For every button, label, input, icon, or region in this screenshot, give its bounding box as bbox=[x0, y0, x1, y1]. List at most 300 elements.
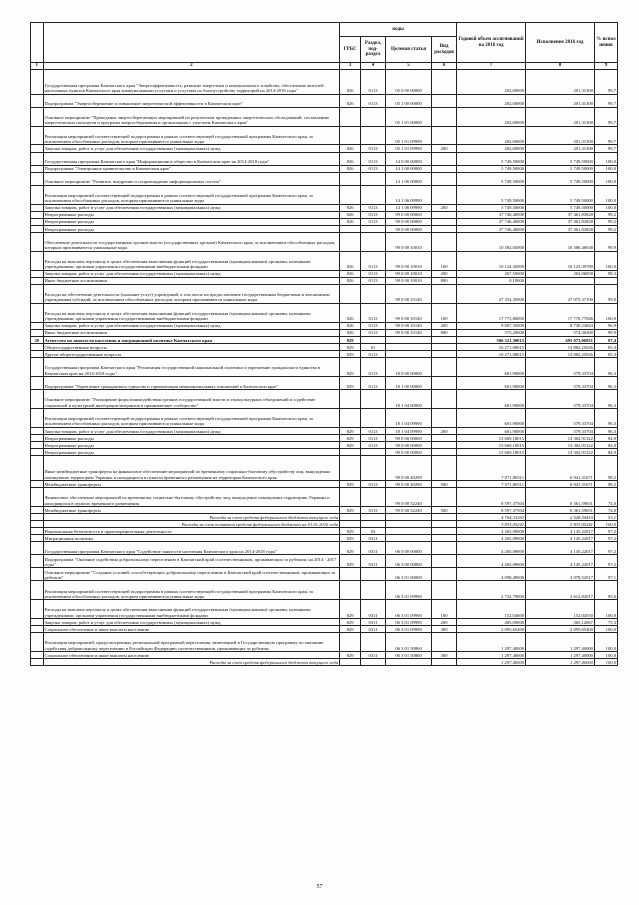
row-exec: 152,04550 bbox=[526, 600, 595, 619]
row-target-article: 06 3 01 00000 bbox=[386, 568, 432, 581]
row-number bbox=[31, 218, 44, 225]
row-percent: 95,6 bbox=[594, 581, 617, 600]
row-grbs bbox=[340, 232, 361, 251]
row-name: Основное мероприятие "Расширение форм взаимодействия органов государственной власти и этнокультурных объединений и содействие социальной и культурной интеграции мигрантов в принимающее сообщество" bbox=[43, 390, 340, 409]
table-row bbox=[31, 626, 618, 633]
row-target-article bbox=[386, 521, 432, 528]
row-number bbox=[31, 277, 44, 284]
header-row-top bbox=[31, 23, 618, 37]
row-name: Подпрограмма "Укрепление гражданского единства и гармонизация межнациональных отношений в Камчатском крае" bbox=[43, 377, 340, 390]
row-percent: 100,0 bbox=[594, 303, 617, 322]
row-exec: 17 770,77046 bbox=[526, 303, 595, 322]
row-number bbox=[31, 358, 44, 377]
row-percent: 99,2 bbox=[594, 211, 617, 218]
table-row bbox=[31, 126, 618, 145]
row-expense-type bbox=[432, 225, 457, 232]
table-row bbox=[31, 506, 618, 513]
row-number bbox=[31, 480, 44, 487]
row-exec: 365,12067 bbox=[526, 619, 595, 626]
row-grbs: 829 bbox=[340, 652, 361, 659]
row-number bbox=[31, 652, 44, 659]
row-name: Непрограммные расходы bbox=[43, 225, 340, 232]
table-row bbox=[31, 351, 618, 358]
row-number bbox=[31, 555, 44, 568]
row-razdel: 0113 bbox=[361, 303, 386, 322]
row-target-article: 06 3 01 09990 bbox=[386, 581, 432, 600]
table-row bbox=[31, 434, 618, 441]
row-razdel: 0311 bbox=[361, 555, 386, 568]
row-plan: 7 071,80511 bbox=[457, 480, 526, 487]
row-number bbox=[31, 329, 44, 336]
row-target-article: 99 0 00 40290 bbox=[386, 480, 432, 487]
row-plan: 4 764,33263 bbox=[457, 514, 526, 521]
row-number bbox=[31, 145, 44, 152]
row-plan: 506 321,30015 bbox=[457, 336, 526, 343]
row-plan: 601,90000 bbox=[457, 427, 526, 434]
row-target-article: 18 0 00 00000 bbox=[386, 358, 432, 377]
row-exec: 13 302,91322 bbox=[526, 434, 595, 441]
row-number bbox=[31, 581, 44, 600]
row-name: Подпрограмма "Электронное правительство в Камчатском крае" bbox=[43, 165, 340, 172]
row-plan: 37 746,40000 bbox=[457, 225, 526, 232]
row-percent: 98,3 bbox=[594, 270, 617, 277]
row-number bbox=[31, 626, 44, 633]
row-grbs bbox=[340, 488, 361, 507]
row-percent: 100,0 bbox=[594, 600, 617, 619]
table-row bbox=[31, 390, 618, 409]
header-name bbox=[43, 23, 340, 63]
row-razdel bbox=[361, 581, 386, 600]
row-target-article: 18 1 04 00000 bbox=[386, 390, 432, 409]
row-expense-type bbox=[432, 390, 457, 409]
row-razdel: 0113 bbox=[361, 322, 386, 329]
row-percent: 97,2 bbox=[594, 542, 617, 555]
row-razdel bbox=[361, 284, 386, 303]
row-number bbox=[31, 619, 44, 626]
row-number: 20 bbox=[31, 336, 44, 343]
header-pct: % испол нения bbox=[594, 23, 617, 63]
row-percent: 99,7 bbox=[594, 145, 617, 152]
row-plan: 15 669,18015 bbox=[457, 449, 526, 456]
row-razdel bbox=[361, 232, 386, 251]
budget-execution-table bbox=[30, 22, 618, 666]
row-expense-type bbox=[432, 172, 457, 185]
table-row bbox=[31, 480, 618, 487]
row-number bbox=[31, 232, 44, 251]
row-number bbox=[31, 449, 44, 456]
row-expense-type bbox=[432, 377, 457, 390]
row-razdel: 0311 bbox=[361, 600, 386, 619]
row-expense-type bbox=[432, 488, 457, 507]
row-plan: 4 265,09000 bbox=[457, 542, 526, 555]
row-target-article: 05 1 00 00000 bbox=[386, 94, 432, 107]
row-exec: 13 302,91322 bbox=[526, 442, 595, 449]
row-percent: 100,0 bbox=[594, 652, 617, 659]
row-razdel: 0113 bbox=[361, 204, 386, 211]
row-percent: 99,0 bbox=[594, 284, 617, 303]
row-number bbox=[31, 659, 44, 666]
row-name: Иные межбюджетные трансферты на финансовое обеспечение мероприятий по временному социально-бытовому обустройству лиц, вынужденно покинувших территорию Украины и находящихся в пунктах временного размещения на территории Камчатского края bbox=[43, 456, 340, 481]
table-row bbox=[31, 542, 618, 555]
row-grbs bbox=[340, 581, 361, 600]
table-row bbox=[31, 652, 618, 659]
row-name: Непрограммные расходы bbox=[43, 442, 340, 449]
row-name: Обеспечение деятельности государственных органов власти (государственных органов) Камчатского края, за исключением обособленных расходов, которым присваиваются уникальные коды bbox=[43, 232, 340, 251]
row-plan: 202,00000 bbox=[457, 69, 526, 94]
row-name: Расходы на выплаты персоналу в целях обеспечения выполнения функций государственными (муниципальными) органами, казенными учреждениями, органами управления государственными внебюджетными фондами bbox=[43, 600, 340, 619]
index-cell: 1 bbox=[31, 63, 44, 70]
row-number bbox=[31, 322, 44, 329]
row-percent: 100,0 bbox=[594, 172, 617, 185]
row-grbs: 829 bbox=[340, 427, 361, 434]
row-target-article: 06 3 01 09990 bbox=[386, 619, 432, 626]
row-exec: 6 941,31671 bbox=[526, 480, 595, 487]
index-cell: 8 bbox=[526, 63, 595, 70]
row-grbs bbox=[340, 408, 361, 427]
row-exec: 4 145,22017 bbox=[526, 535, 595, 542]
row-exec: 201,31300 bbox=[526, 69, 595, 94]
row-exec: 6 361,59651 bbox=[526, 506, 595, 513]
row-expense-type: 100 bbox=[432, 303, 457, 322]
row-plan: 8 597,37504 bbox=[457, 488, 526, 507]
row-percent: 85,3 bbox=[594, 351, 617, 358]
index-cell: 2 bbox=[43, 63, 340, 70]
row-number bbox=[31, 600, 44, 619]
row-number bbox=[31, 528, 44, 535]
table-row bbox=[31, 94, 618, 107]
row-percent: 74,0 bbox=[594, 488, 617, 507]
row-percent: 97,2 bbox=[594, 535, 617, 542]
row-expense-type bbox=[432, 659, 457, 666]
row-number bbox=[31, 165, 44, 172]
row-number bbox=[31, 251, 44, 270]
row-target-article: 06 3 01 09990 bbox=[386, 600, 432, 619]
row-target-article: 99 0 00 10010 bbox=[386, 232, 432, 251]
row-plan: 202,00000 bbox=[457, 126, 526, 145]
row-exec: 201,31300 bbox=[526, 145, 595, 152]
row-grbs: 829 bbox=[340, 343, 361, 350]
row-percent bbox=[594, 277, 617, 284]
row-name: Основное мероприятие "Развитие, внедрение и сопровождение информационных систем" bbox=[43, 172, 340, 185]
row-percent: 100,0 bbox=[594, 626, 617, 633]
table-row bbox=[31, 277, 618, 284]
row-name: Финансовое обеспечение мероприятий по временному социально-бытовому обустройству лиц, вынужденно покинувших территорию Украины и находящихся в пунктах временного размещения bbox=[43, 488, 340, 507]
table-row bbox=[31, 456, 618, 481]
row-grbs bbox=[340, 568, 361, 581]
row-exec: 4 145,22017 bbox=[526, 528, 595, 535]
row-grbs: 826 bbox=[340, 329, 361, 336]
row-target-article: 99 0 00 00000 bbox=[386, 442, 432, 449]
row-name: Непрограммные расходы bbox=[43, 218, 340, 225]
row-plan: 152,04600 bbox=[457, 600, 526, 619]
row-plan: 2 095,65400 bbox=[457, 626, 526, 633]
row-exec: 3 833,05241 bbox=[526, 521, 595, 528]
row-expense-type bbox=[432, 521, 457, 528]
table-row bbox=[31, 528, 618, 535]
row-expense-type: 500 bbox=[432, 480, 457, 487]
row-grbs: 829 bbox=[340, 434, 361, 441]
row-target-article: 14 1 06 09990 bbox=[386, 204, 432, 211]
index-cell: 9 bbox=[594, 63, 617, 70]
row-razdel bbox=[361, 408, 386, 427]
row-target-article bbox=[386, 659, 432, 666]
row-name: Расходы на обеспечение деятельности (оказание услуг) учреждений, в том числе на предоставление государственным бюджетным и автономным учреждениям субсидий, за исключением обособленных расходов, которым присваиваются уникальные коды bbox=[43, 284, 340, 303]
row-razdel: 0113 bbox=[361, 442, 386, 449]
row-razdel: 01 bbox=[361, 343, 386, 350]
row-expense-type bbox=[432, 442, 457, 449]
row-name: Национальная безопасность и правоохранительная деятельность bbox=[43, 528, 340, 535]
header-celevaya: Целевая статья bbox=[386, 37, 432, 63]
row-name: Государственная программа Камчатского края "Информационное общество в Камчатском крае на 2014-2018 годы" bbox=[43, 152, 340, 165]
table-row bbox=[31, 172, 618, 185]
row-name: Иные бюджетные ассигнования bbox=[43, 329, 340, 336]
row-plan: 4 265,09000 bbox=[457, 555, 526, 568]
row-name: Закупка товаров, работ и услуг для обеспечения государственных (муниципальных) нужд bbox=[43, 427, 340, 434]
table-row bbox=[31, 251, 618, 270]
row-target-article: 05 1 01 09990 bbox=[386, 145, 432, 152]
table-row bbox=[31, 204, 618, 211]
row-percent: 97,1 bbox=[594, 568, 617, 581]
table-row bbox=[31, 535, 618, 542]
row-grbs: 826 bbox=[340, 277, 361, 284]
row-number bbox=[31, 521, 44, 528]
table-row bbox=[31, 619, 618, 626]
row-percent: 84,9 bbox=[594, 449, 617, 456]
row-grbs bbox=[340, 225, 361, 232]
row-razdel: 0113 bbox=[361, 277, 386, 284]
header-index-row bbox=[31, 63, 618, 70]
row-exec: 2 528,54410 bbox=[526, 514, 595, 521]
row-number bbox=[31, 390, 44, 409]
row-razdel bbox=[361, 225, 386, 232]
row-grbs: 826 bbox=[340, 218, 361, 225]
table-row bbox=[31, 442, 618, 449]
row-expense-type: 200 bbox=[432, 145, 457, 152]
row-name: Государственная программа Камчатского края "Содействие занятости населения Камчатского края на 2014-2018 годы" bbox=[43, 542, 340, 555]
row-exec: 579,33704 bbox=[526, 427, 595, 434]
row-plan: 7 071,80511 bbox=[457, 456, 526, 481]
row-exec: 579,33704 bbox=[526, 358, 595, 377]
row-expense-type bbox=[432, 542, 457, 555]
row-grbs bbox=[340, 514, 361, 521]
row-number bbox=[31, 633, 44, 652]
row-expense-type bbox=[432, 351, 457, 358]
table-row bbox=[31, 408, 618, 427]
row-plan: 0,10000 bbox=[457, 277, 526, 284]
row-name: Социальное обеспечение и иные выплаты населению bbox=[43, 626, 340, 633]
row-percent: 96,3 bbox=[594, 358, 617, 377]
row-razdel: 0113 bbox=[361, 270, 386, 277]
row-number bbox=[31, 225, 44, 232]
row-number bbox=[31, 172, 44, 185]
row-expense-type: 200 bbox=[432, 270, 457, 277]
row-razdel: 0113 bbox=[361, 69, 386, 94]
row-percent: 96,3 bbox=[594, 408, 617, 427]
header-razdel: Раздел, под-раздел bbox=[361, 37, 386, 63]
row-name: Непрограммные расходы bbox=[43, 449, 340, 456]
row-plan: 5 749,50000 bbox=[457, 204, 526, 211]
row-razdel bbox=[361, 521, 386, 528]
index-cell: 7 bbox=[457, 63, 526, 70]
row-target-article: 99 0 00 00000 bbox=[386, 218, 432, 225]
row-name: Расходы на выплаты персоналу в целях обеспечения выполнения функций государственными (муниципальными) органами, казенными учреждениями, органами управления государственными внебюджетными фондами bbox=[43, 303, 340, 322]
row-razdel: 0113 bbox=[361, 480, 386, 487]
row-exec: 5 749,50000 bbox=[526, 165, 595, 172]
row-plan: 8 597,37504 bbox=[457, 506, 526, 513]
row-target-article: 99 0 00 52240 bbox=[386, 488, 432, 507]
table-row bbox=[31, 521, 618, 528]
row-percent: 97,2 bbox=[594, 555, 617, 568]
table-row bbox=[31, 322, 618, 329]
row-razdel: 0311 bbox=[361, 542, 386, 555]
row-expense-type bbox=[432, 528, 457, 535]
table-row bbox=[31, 555, 618, 568]
row-target-article: 06 3 01 50860 bbox=[386, 652, 432, 659]
row-name: Расходы за счет средств федерального бюджета текущего года bbox=[43, 514, 340, 521]
row-plan: 485,09000 bbox=[457, 619, 526, 626]
row-percent: 98,2 bbox=[594, 480, 617, 487]
row-expense-type bbox=[432, 343, 457, 350]
row-expense-type: 500 bbox=[432, 506, 457, 513]
row-number bbox=[31, 94, 44, 107]
table-row bbox=[31, 303, 618, 322]
row-percent: 100,0 bbox=[594, 521, 617, 528]
row-grbs bbox=[340, 456, 361, 481]
table-row bbox=[31, 600, 618, 619]
row-expense-type: 100 bbox=[432, 251, 457, 270]
row-number bbox=[31, 204, 44, 211]
row-number bbox=[31, 488, 44, 507]
row-exec: 579,33704 bbox=[526, 408, 595, 427]
row-number bbox=[31, 351, 44, 358]
table-row bbox=[31, 336, 618, 343]
page-number: 57 bbox=[316, 884, 323, 890]
row-target-article bbox=[386, 351, 432, 358]
row-percent: 84,9 bbox=[594, 434, 617, 441]
row-target-article: 99 0 00 10010 bbox=[386, 270, 432, 277]
row-expense-type: 300 bbox=[432, 652, 457, 659]
row-grbs: 829 bbox=[340, 506, 361, 513]
row-exec: 37 461,83828 bbox=[526, 211, 595, 218]
row-plan: 37 746,40000 bbox=[457, 218, 526, 225]
row-grbs: 826 bbox=[340, 303, 361, 322]
row-expense-type bbox=[432, 581, 457, 600]
row-expense-type bbox=[432, 555, 457, 568]
row-exec: 10 123,39780 bbox=[526, 251, 595, 270]
row-expense-type: 100 bbox=[432, 600, 457, 619]
table-row bbox=[31, 427, 618, 434]
row-razdel: 0113 bbox=[361, 427, 386, 434]
row-percent: 96,3 bbox=[594, 377, 617, 390]
row-percent: 100,0 bbox=[594, 165, 617, 172]
row-expense-type: 300 bbox=[432, 626, 457, 633]
row-grbs: 826 bbox=[340, 69, 361, 94]
row-plan: 10 392,05000 bbox=[457, 232, 526, 251]
row-exec: 5 749,50000 bbox=[526, 152, 595, 165]
row-razdel bbox=[361, 488, 386, 507]
header-exec: Исполнение 2016 год bbox=[526, 23, 595, 63]
row-percent: 99,7 bbox=[594, 126, 617, 145]
table-row bbox=[31, 358, 618, 377]
row-razdel bbox=[361, 568, 386, 581]
header-vid: Вид расходов bbox=[432, 37, 457, 63]
row-exec: 10 386,46638 bbox=[526, 232, 595, 251]
row-target-article: 14 0 00 00000 bbox=[386, 152, 432, 165]
row-name: Расходы на выплаты персоналу в целях обеспечения выполнения функций государственными (муниципальными) органами, казенными учреждениями, органами управления государственными внебюджетными фондами bbox=[43, 251, 340, 270]
index-cell: 5 bbox=[386, 63, 432, 70]
row-expense-type bbox=[432, 449, 457, 456]
table-row bbox=[31, 343, 618, 350]
row-name: Подпрограмма "Энергосбережение и повышение энергетической эффективности в Камчатском крае" bbox=[43, 94, 340, 107]
row-target-article: 06 3 01 50860 bbox=[386, 633, 432, 652]
row-plan: 601,90000 bbox=[457, 377, 526, 390]
row-number bbox=[31, 126, 44, 145]
row-grbs bbox=[340, 521, 361, 528]
table-row bbox=[31, 69, 618, 94]
row-exec: 493 073,06851 bbox=[526, 336, 595, 343]
row-grbs: 826 bbox=[340, 165, 361, 172]
table-row bbox=[31, 185, 618, 204]
row-exec: 13 882,25026 bbox=[526, 351, 595, 358]
row-target-article bbox=[386, 528, 432, 535]
row-percent: 99,9 bbox=[594, 232, 617, 251]
table-row bbox=[31, 488, 618, 507]
row-name: Реализация мероприятий соответствующей подпрограммы в рамках соответствующей государственной программы Камчатского края, за исключением обособленных расходов, которым присваиваются уникальные коды bbox=[43, 126, 340, 145]
row-plan: 4 098,49000 bbox=[457, 568, 526, 581]
row-number bbox=[31, 377, 44, 390]
row-expense-type bbox=[432, 107, 457, 126]
row-target-article bbox=[386, 535, 432, 542]
row-target-article bbox=[386, 514, 432, 521]
row-grbs bbox=[340, 390, 361, 409]
row-target-article: 99 0 00 40290 bbox=[386, 456, 432, 481]
row-number bbox=[31, 211, 44, 218]
row-target-article: 99 0 00 10140 bbox=[386, 322, 432, 329]
row-plan: 1 297,40000 bbox=[457, 659, 526, 666]
row-target-article: 18 1 00 00000 bbox=[386, 377, 432, 390]
table-body bbox=[31, 69, 618, 666]
row-exec: 6 361,59651 bbox=[526, 488, 595, 507]
row-percent: 75,3 bbox=[594, 619, 617, 626]
row-grbs: 826 bbox=[340, 94, 361, 107]
row-name: Реализация мероприятий соответствующей подпрограммы в рамках соответствующей государственной программы Камчатского края, за исключением обособленных расходов, которым присваиваются уникальные коды bbox=[43, 581, 340, 600]
row-grbs bbox=[340, 126, 361, 145]
row-percent: 100,0 bbox=[594, 152, 617, 165]
row-name: Подпрограмма "Оказание содействия добровольному переселению в Камчатский край соотечественников, проживающих за рубежом, на 2014 - 2017 годы" bbox=[43, 555, 340, 568]
row-plan: 1 297,40000 bbox=[457, 652, 526, 659]
row-exec: 1 297,40000 bbox=[526, 633, 595, 652]
table-row bbox=[31, 659, 618, 666]
row-exec: 2 612,82017 bbox=[526, 581, 595, 600]
row-plan: 575,20000 bbox=[457, 329, 526, 336]
row-grbs: 829 bbox=[340, 528, 361, 535]
row-number bbox=[31, 434, 44, 441]
row-exec: 8 730,23844 bbox=[526, 322, 595, 329]
row-target-article: 14 1 00 00000 bbox=[386, 165, 432, 172]
row-razdel bbox=[361, 633, 386, 652]
table-row bbox=[31, 514, 618, 521]
row-percent: 100,0 bbox=[594, 204, 617, 211]
row-exec: 37 461,83828 bbox=[526, 225, 595, 232]
row-grbs: 829 bbox=[340, 542, 361, 555]
row-expense-type: 800 bbox=[432, 329, 457, 336]
row-grbs bbox=[340, 449, 361, 456]
row-razdel: 0113 bbox=[361, 506, 386, 513]
row-number bbox=[31, 442, 44, 449]
row-target-article: 99 0 00 00000 bbox=[386, 449, 432, 456]
row-name: Другие общегосударственные вопросы bbox=[43, 351, 340, 358]
row-number bbox=[31, 408, 44, 427]
